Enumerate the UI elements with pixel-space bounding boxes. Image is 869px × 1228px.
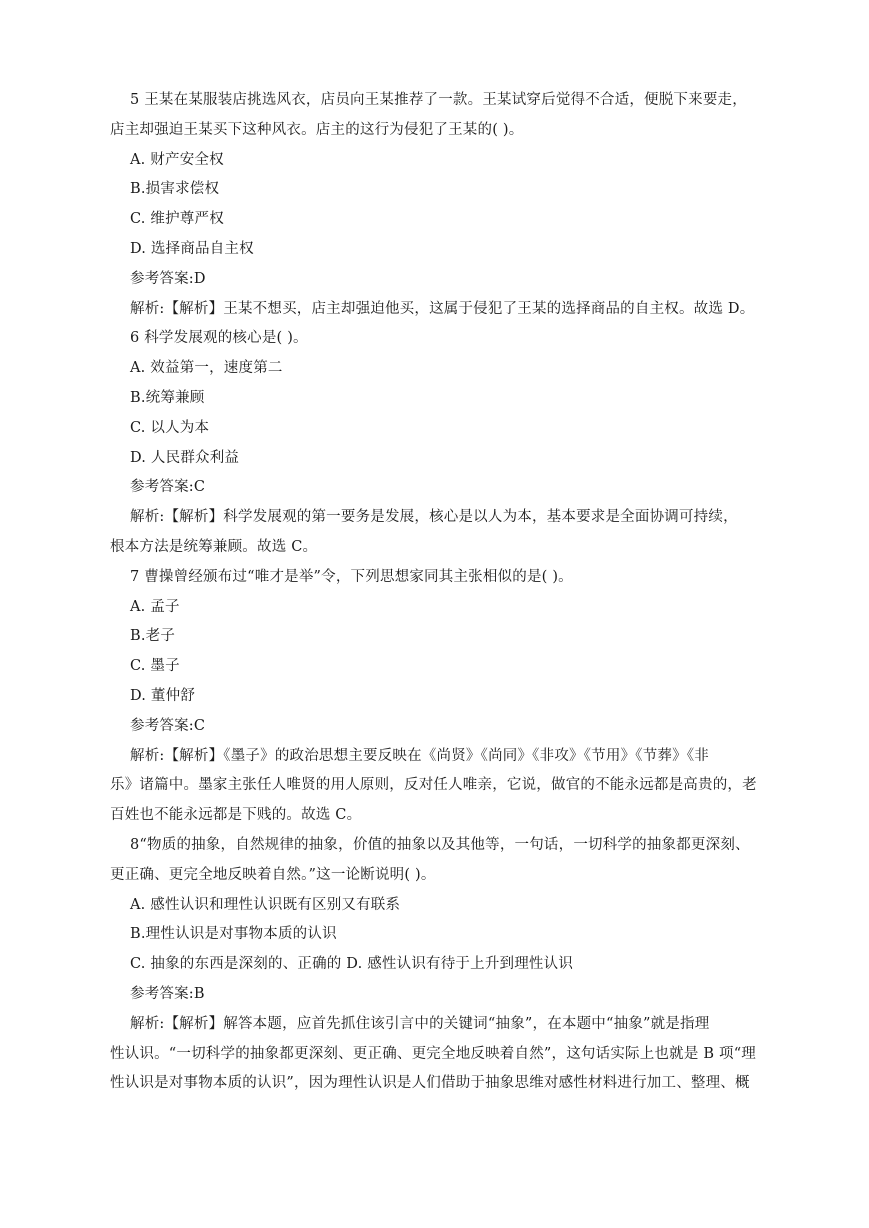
option-d: D. 选择商品自主权 (130, 240, 254, 257)
option-c-d: C. 抽象的东西是深刻的、正确的 D. 感性认识有待于上升到理性认识 (130, 956, 574, 973)
question-7 (110, 563, 782, 831)
analysis-line: 解析:【解析】《墨子》的政治思想主要反映在《尚贤》《尚同》《非攻》《节用》《节葬》《非 (130, 747, 709, 764)
option-b: B.老子 (130, 628, 176, 645)
question-stem: 7 曹操曾经颁布过“唯才是举”令，下列思想家同其主张相似的是( )。 (130, 568, 573, 585)
analysis-line: 乐》诸篇中。墨家主张任人唯贤的用人原则，反对任人唯亲，它说，做官的不能永远都是高贵的，老 (110, 777, 757, 794)
option-c: C. 墨子 (130, 658, 180, 675)
analysis-line: 解析:【解析】解答本题，应首先抓住该引言中的关键词“抽象”，在本题中“抽象”就是指理 (130, 1015, 710, 1032)
option-b: B.统筹兼顾 (130, 389, 205, 406)
question-stem: 5 王某在某服装店挑选风衣，店员向王某推荐了一款。王某试穿后觉得不合适，便脱下来要走， (130, 92, 747, 108)
option-b: B.损害求偿权 (130, 181, 220, 198)
option-a: A. 感性认识和理性认识既有区别又有联系 (130, 896, 401, 913)
analysis-line: 解析:【解析】科学发展观的第一要务是发展，核心是以人为本，基本要求是全面协调可持续， (130, 509, 738, 526)
option-a: A. 财产安全权 (130, 151, 224, 168)
question-5 (110, 86, 782, 324)
analysis-line: 百姓也不能永远都是下贱的。故选 C。 (110, 807, 362, 824)
document-body (110, 86, 782, 1099)
question-stem: 8“物质的抽象，自然规律的抽象，价值的抽象以及其他等，一句话，一切科学的抽象都更深刻、 (130, 836, 750, 853)
option-a: A. 孟子 (130, 598, 180, 615)
analysis-line: 性认识。“一切科学的抽象都更深刻、更正确、更完全地反映着自然”，这句话实际上也就是 B 项“理 (110, 1045, 757, 1062)
question-stem-continued: 更正确、更完全地反映着自然。”这一论断说明( )。 (110, 866, 436, 883)
option-b: B.理性认识是对事物本质的认识 (130, 926, 337, 943)
analysis-line: 解析:【解析】王某不想买，店主却强迫他买，这属于侵犯了王某的选择商品的自主权。故选 D。 (130, 300, 755, 317)
option-c: C. 以人为本 (130, 419, 210, 436)
question-stem: 6 科学发展观的核心是( )。 (130, 330, 308, 347)
analysis-line: 性认识是对事物本质的认识”，因为理性认识是人们借助于抽象思维对感性材料进行加工、整理、概 (110, 1075, 750, 1092)
reference-answer: 参考答案:D (130, 270, 206, 287)
question-8 (110, 831, 782, 1099)
reference-answer: 参考答案:C (130, 479, 206, 496)
option-a: A. 效益第一，速度第二 (130, 360, 283, 377)
analysis-line: 根本方法是统筹兼顾。故选 C。 (110, 538, 318, 555)
option-c: C. 维护尊严权 (130, 211, 224, 228)
question-6 (110, 324, 782, 562)
reference-answer: 参考答案:C (130, 717, 206, 734)
reference-answer: 参考答案:B (130, 985, 205, 1002)
option-d: D. 人民群众利益 (130, 449, 240, 466)
question-stem-continued: 店主却强迫王某买下这种风衣。店主的这行为侵犯了王某的( )。 (110, 121, 524, 138)
option-d: D. 董仲舒 (130, 687, 196, 704)
